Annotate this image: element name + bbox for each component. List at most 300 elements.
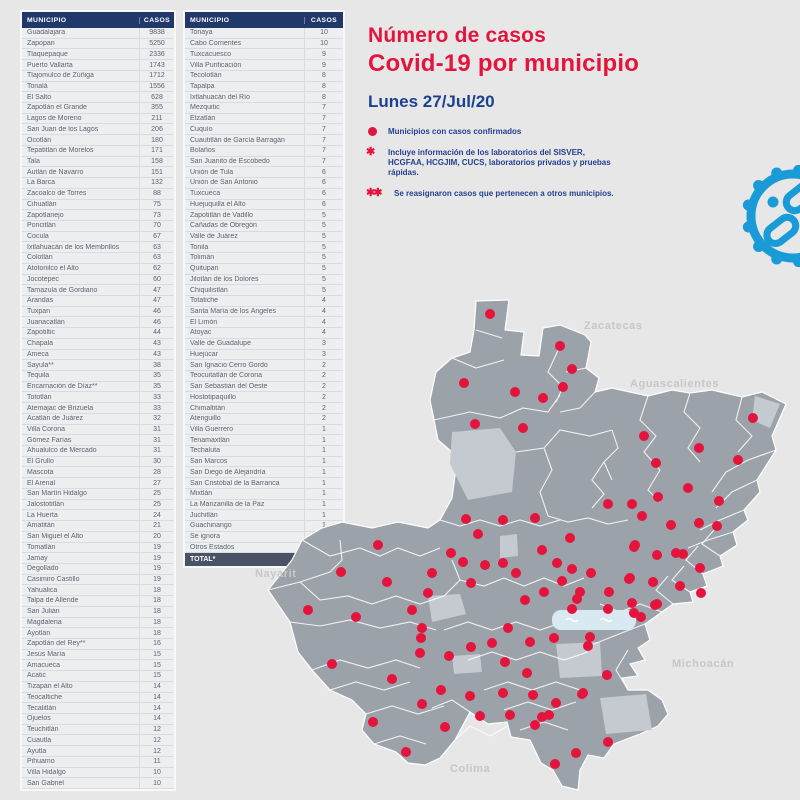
municipio-name: San Cristóbal de la Barranca <box>190 479 280 487</box>
table-row <box>185 28 343 39</box>
confirmed-case-dot <box>551 698 561 708</box>
caso-count: 1 <box>304 457 343 467</box>
table-row <box>22 585 174 596</box>
municipio-name: Cuautitlán de García Barragán <box>190 136 285 144</box>
confirmed-case-dot <box>505 710 515 720</box>
municipio-name: Cabo Corrientes <box>190 40 241 48</box>
table-row <box>22 746 174 757</box>
table-row <box>185 157 343 168</box>
municipio-name: Amatitán <box>27 522 55 530</box>
municipio-name: Valle de Guadalupe <box>190 340 251 348</box>
confirmed-case-dot <box>696 588 706 598</box>
legend-note2-text: Se reasignaron casos que pertenecen a otros municipios. <box>394 189 614 198</box>
confirmed-case-dot <box>466 642 476 652</box>
confirmed-case-dot <box>470 419 480 429</box>
caso-count: 1743 <box>139 60 174 70</box>
virus-icon <box>718 148 800 288</box>
municipio-name: Guadalajara <box>27 29 66 37</box>
header-casos: CASOS <box>139 17 174 24</box>
table-row <box>22 71 174 82</box>
confirmed-case-dot <box>630 540 640 550</box>
municipio-name: El Limón <box>190 318 218 326</box>
municipio-name: Sayula** <box>27 361 54 369</box>
caso-count: 11 <box>139 757 174 767</box>
municipio-name: Tuxcueca <box>190 190 221 198</box>
caso-count: 33 <box>139 392 174 402</box>
municipio-name: Valle de Juárez <box>190 233 238 241</box>
caso-count: 628 <box>139 92 174 102</box>
confirmed-case-dot <box>565 533 575 543</box>
table-row <box>22 92 174 103</box>
asterisk-icon: ✱ <box>366 146 374 158</box>
table-row <box>185 146 343 157</box>
caso-count: 151 <box>139 167 174 177</box>
municipio-name: Colotlán <box>27 254 53 262</box>
table-row <box>22 510 174 521</box>
table-row <box>185 189 343 200</box>
cases-table-1 <box>22 12 174 789</box>
table-row <box>22 778 174 789</box>
table-row <box>22 49 174 60</box>
caso-count: 27 <box>139 478 174 488</box>
municipio-name: Zapotlanejo <box>27 211 64 219</box>
table-row <box>185 135 343 146</box>
municipio-name: Zapotlán del Rey** <box>27 640 86 648</box>
table-row <box>22 371 174 382</box>
confirmed-case-dot <box>552 558 562 568</box>
municipio-name: Ayotlán <box>27 629 51 637</box>
caso-count: 35 <box>139 371 174 381</box>
caso-count: 2 <box>304 414 343 424</box>
table-row <box>185 178 343 189</box>
caso-count: 1 <box>304 489 343 499</box>
municipio-name: El Grullo <box>27 458 54 466</box>
caso-count: 5 <box>304 264 343 274</box>
confirmed-case-dot <box>538 393 548 403</box>
municipio-name: Tlaquepaque <box>27 50 68 58</box>
caso-count: 63 <box>139 253 174 263</box>
caso-count: 18 <box>139 628 174 638</box>
municipio-name: Otros Estados <box>190 543 235 551</box>
state-label-zacatecas: Zacatecas <box>584 320 643 332</box>
table-row <box>22 60 174 71</box>
table-row <box>22 146 174 157</box>
caso-count: 1 <box>304 425 343 435</box>
table-row <box>22 768 174 779</box>
caso-count: 19 <box>139 543 174 553</box>
caso-count: 18 <box>139 607 174 617</box>
double-asterisk-icon: ✱✱ <box>366 187 381 199</box>
confirmed-case-dot <box>671 548 681 558</box>
municipio-name: San Miguel el Alto <box>27 533 84 541</box>
municipio-name: Pihuamo <box>27 758 55 766</box>
table-row <box>22 607 174 618</box>
municipio-name: Villa Corona <box>27 425 66 433</box>
caso-count: 25 <box>139 500 174 510</box>
confirmed-case-dot <box>714 496 724 506</box>
municipio-name: La Huerta <box>27 511 58 519</box>
caso-count: 8 <box>304 71 343 81</box>
municipio-name: Jesús María <box>27 651 66 659</box>
confirmed-case-dot <box>415 648 425 658</box>
caso-count: 1 <box>304 500 343 510</box>
confirmed-case-dot <box>327 659 337 669</box>
caso-count: 7 <box>304 146 343 156</box>
municipio-name: Ixtlahuacán del Río <box>190 93 250 101</box>
confirmed-case-dot <box>636 612 646 622</box>
caso-count: 5250 <box>139 39 174 49</box>
caso-count: 19 <box>139 575 174 585</box>
table-row <box>22 650 174 661</box>
municipio-name: San Juanito de Escobedo <box>190 157 270 165</box>
caso-count: 132 <box>139 178 174 188</box>
caso-count: 15 <box>139 660 174 670</box>
confirmed-case-dot <box>511 568 521 578</box>
municipio-name: Arandas <box>27 297 54 305</box>
table-row <box>22 489 174 500</box>
caso-count: 35 <box>139 382 174 392</box>
confirmed-case-dot <box>604 587 614 597</box>
caso-count: 20 <box>139 532 174 542</box>
municipio-name: Ahualulco de Mercado <box>27 447 97 455</box>
caso-count: 63 <box>139 242 174 252</box>
table-row <box>22 693 174 704</box>
confirmed-case-dot <box>498 688 508 698</box>
caso-count: 31 <box>139 425 174 435</box>
caso-count: 62 <box>139 264 174 274</box>
table-row <box>22 264 174 275</box>
confirmed-case-dot <box>603 499 613 509</box>
state-label-aguascalientes: Aguascalientes <box>630 378 720 390</box>
caso-count: 14 <box>139 682 174 692</box>
caso-count: 19 <box>139 564 174 574</box>
table-row <box>22 682 174 693</box>
municipio-name: Encarnación de Díaz** <box>27 383 98 391</box>
municipio-name: San Julián <box>27 608 60 616</box>
confirmed-case-dot <box>351 612 361 622</box>
confirmed-case-dot <box>539 587 549 597</box>
caso-count: 60 <box>139 275 174 285</box>
municipio-name: Ojuelos <box>27 715 51 723</box>
legend <box>368 127 628 210</box>
caso-count: 2 <box>304 371 343 381</box>
municipio-name: Tamazula de Gordiano <box>27 286 98 294</box>
table-row <box>22 82 174 93</box>
municipio-name: Zapotlán el Grande <box>27 104 87 112</box>
caso-count: 9838 <box>139 28 174 38</box>
municipio-name: San Juan de los Lagos <box>27 125 99 133</box>
table-row <box>22 221 174 232</box>
confirmed-case-dot <box>537 545 547 555</box>
caso-count: 88 <box>139 189 174 199</box>
municipio-name: Jamay <box>27 554 48 562</box>
confirmed-case-dot <box>461 514 471 524</box>
municipio-name: Jocotepec <box>27 275 59 283</box>
municipio-name: Puerto Vallarta <box>27 61 73 69</box>
table-row <box>185 232 343 243</box>
table-row <box>22 575 174 586</box>
confirmed-case-dot <box>480 560 490 570</box>
table-row <box>22 735 174 746</box>
legend-confirmed-label: Municipios con casos confirmados <box>388 127 522 136</box>
confirmed-case-dot <box>653 492 663 502</box>
caso-count: 5 <box>304 232 343 242</box>
table-row <box>22 242 174 253</box>
table-body <box>22 28 174 789</box>
table-row <box>22 564 174 575</box>
caso-count: 5 <box>304 253 343 263</box>
caso-count: 3 <box>304 339 343 349</box>
caso-count: 15 <box>139 650 174 660</box>
legend-item-note2 <box>368 189 628 199</box>
municipio-name: Ixtlahuacán de los Membrillos <box>27 243 120 251</box>
caso-count: 43 <box>139 350 174 360</box>
confirmed-case-dot <box>694 443 704 453</box>
table-row <box>22 328 174 339</box>
municipio-name: La Barca <box>27 179 56 187</box>
confirmed-case-dot <box>625 573 635 583</box>
caso-count: 24 <box>139 510 174 520</box>
caso-count: 19 <box>139 553 174 563</box>
total-label: TOTAL* <box>190 556 216 564</box>
confirmed-case-dot <box>427 568 437 578</box>
page-title-line2: Covid-19 por municipio <box>368 50 640 77</box>
caso-count: 206 <box>139 124 174 134</box>
confirmed-case-dot <box>651 458 661 468</box>
table-row <box>22 360 174 371</box>
confirmed-case-dot <box>446 548 456 558</box>
municipio-name: Juchitlán <box>190 511 218 519</box>
confirmed-case-dot <box>544 710 554 720</box>
confirmed-case-dot <box>583 641 593 651</box>
confirmed-case-dot <box>748 413 758 423</box>
table-row <box>22 457 174 468</box>
municipio-name: Tomatlán <box>27 543 56 551</box>
caso-count: 355 <box>139 103 174 113</box>
confirmed-case-dot <box>373 540 383 550</box>
caso-count: 44 <box>139 328 174 338</box>
caso-count: 4 <box>304 317 343 327</box>
table-row <box>185 60 343 71</box>
confirmed-case-dot <box>585 632 595 642</box>
table-row <box>22 307 174 318</box>
table-row <box>185 103 343 114</box>
confirmed-case-dot <box>387 674 397 684</box>
municipio-name: Lagos de Moreno <box>27 115 82 123</box>
caso-count: 8 <box>304 92 343 102</box>
caso-count: 73 <box>139 210 174 220</box>
municipio-name: Atoyac <box>190 329 212 337</box>
caso-count: 16 <box>139 639 174 649</box>
municipio-name: Tecalitlán <box>27 704 57 712</box>
municipio-name: Casimiro Castillo <box>27 576 80 584</box>
table-row <box>22 28 174 39</box>
municipio-name: Tala <box>27 157 40 165</box>
table-row <box>22 178 174 189</box>
municipio-name: Guachinango <box>190 522 232 530</box>
confirmed-case-dot <box>500 657 510 667</box>
caso-count: 30 <box>139 457 174 467</box>
municipio-name: Zapopan <box>27 40 55 48</box>
caso-count: 18 <box>139 585 174 595</box>
caso-count: 10 <box>304 28 343 38</box>
municipio-name: Tonalá <box>27 82 48 90</box>
confirmed-case-dot <box>652 599 662 609</box>
table-row <box>22 210 174 221</box>
municipio-name: Cihuatlán <box>27 200 57 208</box>
municipio-name: Chiquilistlán <box>190 286 228 294</box>
table-row <box>22 757 174 768</box>
caso-count: 8 <box>304 82 343 92</box>
municipio-name: Villa Purificación <box>190 61 242 69</box>
confirmed-case-dot <box>466 578 476 588</box>
table-row <box>22 639 174 650</box>
confirmed-case-dot <box>603 604 613 614</box>
state-label-michoacan: Michoacán <box>672 658 735 670</box>
table-row <box>22 500 174 511</box>
caso-count: 5 <box>304 221 343 231</box>
municipio-name: Etzatlán <box>190 115 216 123</box>
table-row <box>22 339 174 350</box>
confirmed-case-dot <box>473 529 483 539</box>
confirmed-case-dot <box>555 341 565 351</box>
table-row <box>185 49 343 60</box>
municipio-name: Tlajomulco de Zúñiga <box>27 72 94 80</box>
table-header <box>22 12 174 28</box>
municipio-name: Santa María de los Ángeles <box>190 308 276 316</box>
municipio-name: Unión de San Antonio <box>190 179 258 187</box>
confirmed-case-dot <box>528 690 538 700</box>
table-row <box>22 553 174 564</box>
header-municipio: MUNICIPIO <box>27 16 67 24</box>
caso-count: 46 <box>139 307 174 317</box>
table-row <box>22 660 174 671</box>
jalisco-map <box>240 280 800 800</box>
table-row <box>185 82 343 93</box>
caso-count: 4 <box>304 296 343 306</box>
caso-count: 33 <box>139 403 174 413</box>
municipio-name: Cuquío <box>190 125 213 133</box>
caso-count: 2336 <box>139 49 174 59</box>
confirmed-case-dot <box>627 499 637 509</box>
legend-item-confirmed <box>368 127 628 137</box>
confirmed-case-dot <box>522 668 532 678</box>
confirmed-case-dot <box>648 577 658 587</box>
municipio-name: Tepatitlán de Morelos <box>27 147 94 155</box>
municipio-name: Jilotlán de los Dolores <box>190 275 259 283</box>
municipio-name: Amacueca <box>27 661 61 669</box>
municipio-name: Techaluta <box>190 447 220 455</box>
municipio-name: La Manzanilla de la Paz <box>190 500 265 508</box>
state-label-nayarit: Nayarit <box>255 568 297 580</box>
table-row <box>185 92 343 103</box>
confirmed-case-dot <box>675 581 685 591</box>
caso-count: 1 <box>304 510 343 520</box>
municipio-name: Villa Guerrero <box>190 425 234 433</box>
municipio-name: Tizapán el Alto <box>27 683 73 691</box>
municipio-name: Acatlán de Juárez <box>27 415 84 423</box>
caso-count: 14 <box>139 714 174 724</box>
caso-count: 9 <box>304 60 343 70</box>
caso-count: 10 <box>139 768 174 778</box>
municipio-name: Juanacatlán <box>27 318 65 326</box>
caso-count: 67 <box>139 232 174 242</box>
caso-count: 158 <box>139 157 174 167</box>
municipio-name: Se ignora <box>190 533 220 541</box>
confirmed-case-dot <box>498 515 508 525</box>
confirmed-case-dot <box>627 598 637 608</box>
municipio-name: Tenamaxtlán <box>190 436 230 444</box>
municipio-name: San Sebastián del Oeste <box>190 383 268 391</box>
caso-count: 7 <box>304 103 343 113</box>
table-row <box>185 124 343 135</box>
confirmed-case-dot <box>694 518 704 528</box>
confirmed-case-dot <box>487 638 497 648</box>
caso-count: 14 <box>139 703 174 713</box>
municipio-name: El Arenal <box>27 479 56 487</box>
confirmed-case-dot <box>503 623 513 633</box>
municipio-name: Ocotlán <box>27 136 52 144</box>
confirmed-case-dot <box>733 455 743 465</box>
table-row <box>185 167 343 178</box>
municipio-name: Gómez Farías <box>27 436 72 444</box>
municipio-name: Teocuitatlán de Corona <box>190 372 262 380</box>
municipio-name: Degollado <box>27 565 59 573</box>
table-row <box>22 232 174 243</box>
confirmed-case-dot <box>557 576 567 586</box>
caso-count: 12 <box>139 735 174 745</box>
municipio-name: Chimaltitán <box>190 404 226 412</box>
confirmed-case-dot <box>401 747 411 757</box>
confirmed-case-dot <box>518 423 528 433</box>
caso-count: 5 <box>304 275 343 285</box>
state-shape <box>268 300 786 790</box>
table-row <box>22 714 174 725</box>
confirmed-case-dot <box>652 550 662 560</box>
municipio-name: Tapalpa <box>190 82 215 90</box>
municipio-name: Tuxpan <box>27 308 51 316</box>
caso-count: 211 <box>139 114 174 124</box>
caso-count: 12 <box>139 725 174 735</box>
table-row <box>185 253 343 264</box>
legend-note1-text: Incluye información de los laboratorios del SISVER, HCGFAA, HCGJIM, CUCS, laboratorios privados y pruebas rápidas. <box>388 148 611 177</box>
caso-count: 1 <box>304 467 343 477</box>
municipio-name: Tonaya <box>190 29 213 37</box>
table-row <box>22 189 174 200</box>
table-row <box>22 103 174 114</box>
lake-chapala <box>552 610 636 630</box>
caso-count: 6 <box>304 167 343 177</box>
confirmed-case-dot <box>303 605 313 615</box>
caso-count: 5 <box>304 210 343 220</box>
municipio-name: San Martín Hidalgo <box>27 490 87 498</box>
caso-count: 46 <box>139 317 174 327</box>
municipio-name: Tolimán <box>190 254 215 262</box>
table-row <box>22 382 174 393</box>
caso-count: 2 <box>304 382 343 392</box>
caso-count: 5 <box>304 285 343 295</box>
municipio-name: Hostotipaquillo <box>190 393 236 401</box>
caso-count: 1 <box>304 435 343 445</box>
table-row <box>185 200 343 211</box>
confirmed-case-dot <box>436 685 446 695</box>
table-row <box>22 543 174 554</box>
municipio-name: San Marcos <box>190 458 228 466</box>
table-row <box>22 414 174 425</box>
table-row <box>185 114 343 125</box>
confirmed-case-dot <box>550 759 560 769</box>
caso-count: 4 <box>304 307 343 317</box>
